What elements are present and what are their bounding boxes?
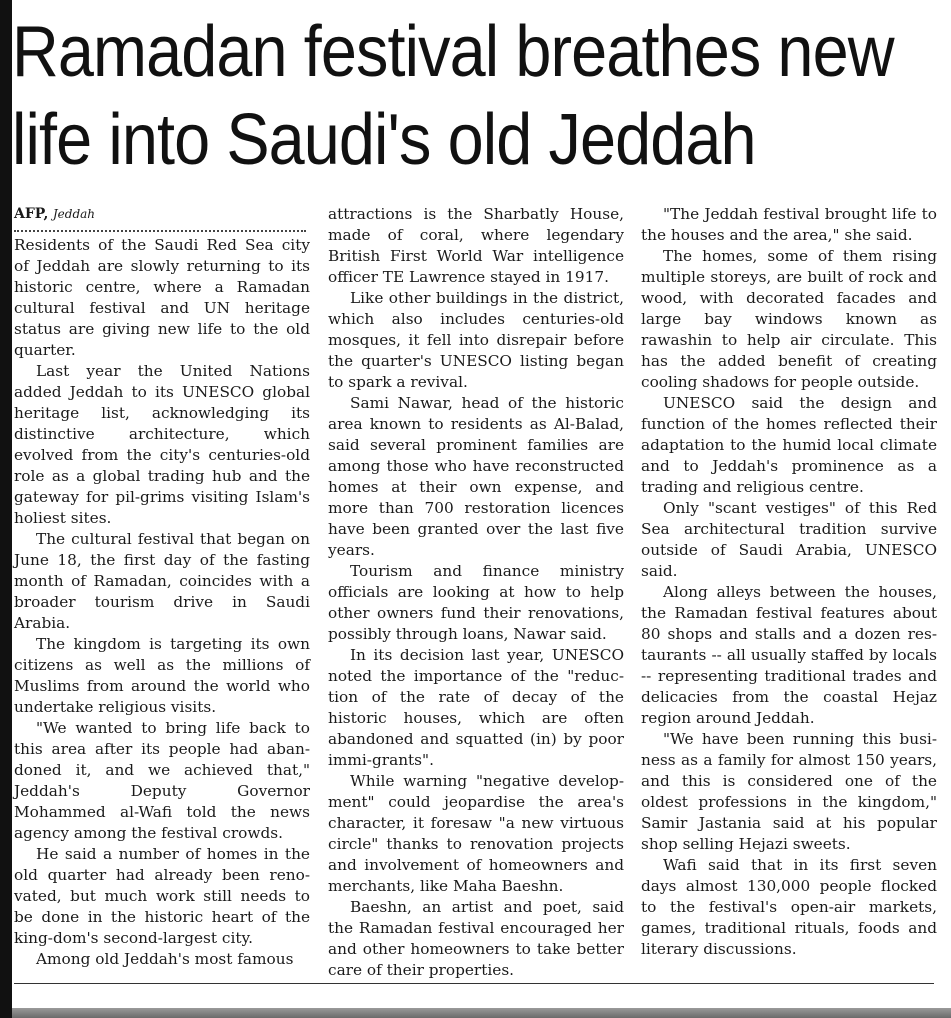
paragraph: The homes, some of them rising multiple storeys, are built of rock and wood, with decorated facades and large bay windows known as rawashin to help air circulate. This has the added benefit of creating cooling shadows for people outside.	[641, 247, 937, 391]
paragraph: Sami Nawar, head of the historic area known to residents as Al-Balad, said several prominent families are among those who have reconstructed homes at their own expense, and more than 700 restoration licences have been granted over the last five years.	[328, 394, 624, 559]
headline-line-2: life into Saudi's old Jeddah	[12, 100, 756, 180]
paragraph: "The Jeddah festival brought life to the houses and the area," she said.	[641, 205, 937, 244]
paragraph: Tourism and finance ministry officials are looking at how to help other owners fund their renovations, possibly through loans, Nawar said.	[328, 562, 624, 643]
dotted-divider	[14, 230, 306, 232]
paragraph: Among old Jeddah's most famous	[36, 950, 294, 968]
byline	[14, 204, 310, 225]
article-column-1	[14, 204, 310, 970]
paragraph: While warning "negative develop-ment" could jeopardise the area's character, it foresaw "a new virtuous circle" thanks to renovation projects and involvement of homeowners and merchants, like Maha Baeshn.	[328, 772, 624, 895]
paragraph: In its decision last year, UNESCO noted the importance of the "reduc-tion of the rate of decay of the historic houses, which are often abandoned and squatted (in) by poor immi-grants".	[328, 646, 624, 769]
paragraph: Wafi said that in its first seven days almost 130,000 people flocked to the festival's open-air markets, games, traditional rituals, foods and literary discussions.	[641, 856, 937, 958]
paragraph: Along alleys between the houses, the Ramadan festival features about 80 shops and stalls and a dozen res-taurants -- all usually staffed by locals -- representing traditional trades and delicacies from the coastal Hejaz region around Jeddah.	[641, 583, 937, 727]
paragraph: "We have been running this busi-ness as a family for almost 150 years, and this is considered one of the oldest professions in the kingdom," Samir Jastania said at his popular shop selling Hejazi sweets.	[641, 730, 937, 853]
article-column-2	[328, 204, 624, 981]
paragraph: Baeshn, an artist and poet, said the Ramadan festival encouraged her and other homeowners to take better care of their properties.	[328, 898, 624, 979]
bottom-rule	[14, 983, 934, 984]
byline-place: Jeddah	[52, 207, 96, 221]
byline-agency: AFP,	[14, 206, 49, 222]
paragraph: UNESCO said the design and function of the homes reflected their adaptation to the humid local climate and to Jeddah's prominence as a trading and religious centre.	[641, 394, 937, 496]
paragraph: "We wanted to bring life back to this area after its people had aban-doned it, and we achieved that," Jeddah's Deputy Governor Mohammed al-Wafi told the news agency among the festival crowds.	[14, 719, 310, 842]
paragraph: The cultural festival that began on June 18, the first day of the fasting month of Ramadan, coincides with a broader tourism drive in Saudi Arabia.	[14, 530, 310, 632]
paragraph: Residents of the Saudi Red Sea city of Jeddah are slowly returning to its historic centre, where a Ramadan cultural festival and UN heritage status are giving new life to the old quarter.	[14, 236, 310, 359]
headline	[12, 8, 894, 184]
paragraph: He said a number of homes in the old quarter had already been reno-vated, but much work still needs to be done in the historic heart of the king-dom's second-largest city.	[14, 845, 310, 947]
article-column-3	[641, 204, 937, 960]
headline-line-1: Ramadan festival breathes new	[12, 12, 894, 92]
paragraph: Like other buildings in the district, which also includes centuries-old mosques, it fell into disrepair before the quarter's UNESCO listing began to spark a revival.	[328, 289, 624, 391]
page-edge-bar	[0, 0, 12, 1018]
paragraph: attractions is the Sharbatly House, made of coral, where legendary British First World War intelligence officer TE Lawrence stayed in 1917.	[328, 205, 624, 286]
paragraph: Only "scant vestiges" of this Red Sea architectural tradition survive outside of Saudi Arabia, UNESCO said.	[641, 499, 937, 580]
next-article-strip	[12, 1008, 951, 1018]
paragraph: Last year the United Nations added Jeddah to its UNESCO global heritage list, acknowledging its distinctive architecture, which evolved from the city's centuries-old role as a global trading hub and the gateway for pil-grims visiting Islam's holiest sites.	[14, 362, 310, 527]
paragraph: The kingdom is targeting its own citizens as well as the millions of Muslims from around the world who undertake religious visits.	[14, 635, 310, 716]
